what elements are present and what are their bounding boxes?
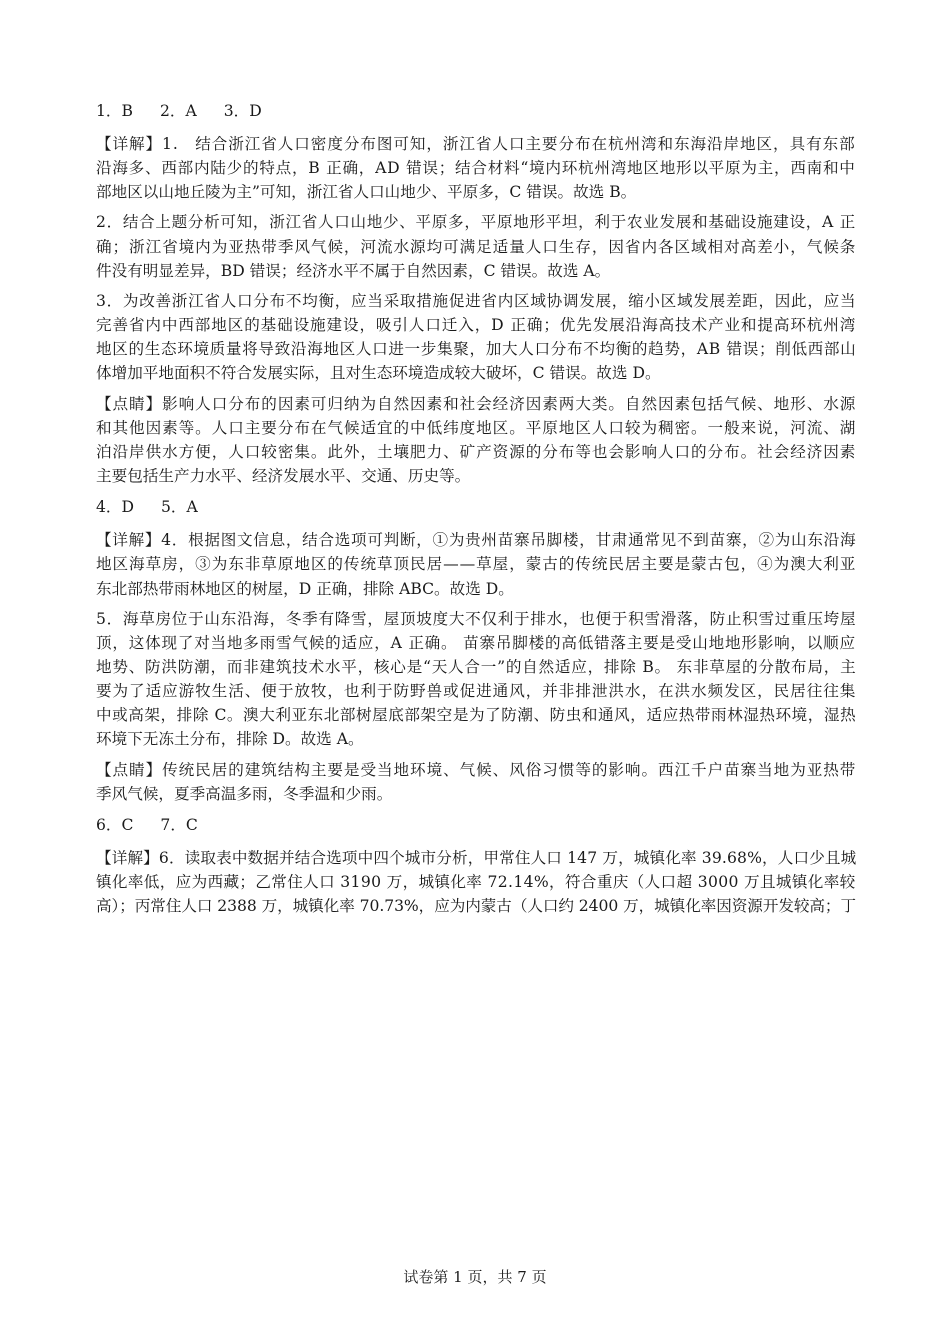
- explanation-q5: [96, 607, 856, 752]
- text-line: 【点睛】传统民居的建筑结构主要是受当地环境、气候、风俗习惯等的影响。西江千户苗寨当地为亚热带: [96, 760, 856, 779]
- text-line: 件没有明显差异，BD 错误；经济水平不属于自然因素，C 错误。故选 A。: [96, 261, 611, 280]
- text-line: 【详解】6．读取表中数据并结合选项中四个城市分析，甲常住人口 147 万，城镇化率 39.68%，人口少且城: [96, 848, 856, 867]
- answer-2: 2．A: [159, 102, 197, 120]
- text-line: 季风气候，夏季高温多雨，冬季温和少雨。: [96, 784, 393, 803]
- explanation-q6: [96, 846, 856, 918]
- answer-7: 7．C: [160, 815, 198, 834]
- text-line: 【详解】1. 结合浙江省人口密度分布图可知，浙江省人口主要分布在杭州湾和东海沿岸地区，具有东部: [96, 135, 856, 153]
- text-line: 东北部热带雨林地区的树屋，D 正确，排除 ABC。故选 D。: [96, 579, 514, 598]
- text-line: 泊沿岸供水方便，人口较密集。此外，土壤肥力、矿产资源的分布等也会影响人口的分布。社会经济因素: [96, 442, 856, 461]
- text-line: 地区海草房，③为东非草原地区的传统草顶民居——草屋，蒙古的传统民居主要是蒙古包，④为澳大利亚: [96, 555, 856, 574]
- answer-row-2: [96, 494, 856, 520]
- text-line: 5．海草房位于山东沿海，冬季有降雪，屋顶坡度大不仅利于排水，也便于积雪滑落，防止积雪过重压垮屋: [96, 609, 856, 628]
- text-line: 地区的生态环境质量将导致沿海地区人口进一步集聚，加大人口分布不均衡的趋势，AB 错误；削低西部山: [96, 340, 856, 359]
- answer-6: 6．C: [96, 815, 134, 834]
- document-body: [96, 98, 856, 924]
- text-line: 体增加平地面积不符合发展实际，且对生态环境造成较大破坏，C 错误。故选 D。: [96, 364, 661, 383]
- text-line: 确；浙江省境内为亚热带季风气候，河流水源均可满足适量人口生存，因省内各区域相对高差小，气候条: [96, 237, 856, 256]
- key-point-1-3: [96, 392, 856, 489]
- text-line: 顶，这体现了对当地多雨雪气候的适应，A 正确。 苗寨吊脚楼的高低错落主要是受山地地形影响，以顺应: [96, 633, 856, 652]
- answer-row-3: [96, 812, 856, 838]
- answer-3: 3．D: [223, 102, 262, 120]
- page-footer: 试卷第 1 页，共 7 页: [403, 1268, 547, 1286]
- answer-1: 1．B: [96, 102, 133, 120]
- key-point-4-5: [96, 758, 856, 806]
- text-line: 环境下无冻土分布，排除 D。故选 A。: [96, 730, 364, 749]
- text-line: 【详解】4．根据图文信息，结合选项可判断，①为贵州苗寨吊脚楼，甘肃通常见不到苗寨，②为山东沿海: [96, 531, 856, 550]
- text-line: 2．结合上题分析可知，浙江省人口山地少、平原多，平原地形平坦，利于农业发展和基础设施建设，A 正: [96, 213, 856, 232]
- text-line: 3．为改善浙江省人口分布不均衡，应当采取措施促进省内区域协调发展，缩小区域发展差距，因此，应当: [96, 291, 856, 310]
- explanation-q1: [96, 132, 856, 204]
- text-line: 【点睛】影响人口分布的因素可归纳为自然因素和社会经济因素两大类。自然因素包括气候、地形、水源: [96, 394, 856, 413]
- text-line: 主要包括生产力水平、经济发展水平、交通、历史等。: [96, 467, 471, 486]
- text-line: 完善省内中西部地区的基础设施建设，吸引人口迁入，D 正确；优先发展沿海高技术产业和提高环杭州湾: [96, 316, 856, 335]
- text-line: 沿海多、西部内陆少的特点，B 正确，AD 错误；结合材料“境内环杭州湾地区地形以平原为主，西南和中: [96, 159, 856, 178]
- explanation-q4: [96, 528, 856, 600]
- text-line: 镇化率低，应为西藏；乙常住人口 3190 万，城镇化率 72.14%，符合重庆（人口超 3000 万且城镇化率较: [96, 873, 856, 892]
- text-line: 要为了适应游牧生活、便于放牧，也利于防野兽或促进通风，并非排泄洪水，在洪水频发区，民居往往集: [96, 682, 856, 701]
- explanation-q3: [96, 289, 856, 386]
- text-line: 部地区以山地丘陵为主”可知，浙江省人口山地少、平原多，C 错误。故选 B。: [96, 183, 637, 202]
- text-line: 和其他因素等。人口主要分布在气候适宜的中低纬度地区。平原地区人口较为稠密。一般来说，河流、湖: [96, 418, 856, 437]
- explanation-q2: [96, 210, 856, 282]
- answer-5: 5．A: [161, 498, 198, 517]
- answer-4: 4．D: [96, 498, 135, 517]
- text-line: 高）；丙常住人口 2388 万，城镇化率 70.73%，应为内蒙古（人口约 2400 万，城镇化率因资源开发较高；丁: [96, 897, 856, 916]
- answer-row-1: [96, 98, 856, 124]
- text-line: 中或高架，排除 C。澳大利亚东北部树屋底部架空是为了防潮、防虫和通风，适应热带雨林湿热环境，湿热: [96, 706, 856, 725]
- text-line: 地势、防洪防潮，而非建筑技术水平，核心是“天人合一”的自然适应，排除 B。 东非草屋的分散布局，主: [96, 657, 856, 676]
